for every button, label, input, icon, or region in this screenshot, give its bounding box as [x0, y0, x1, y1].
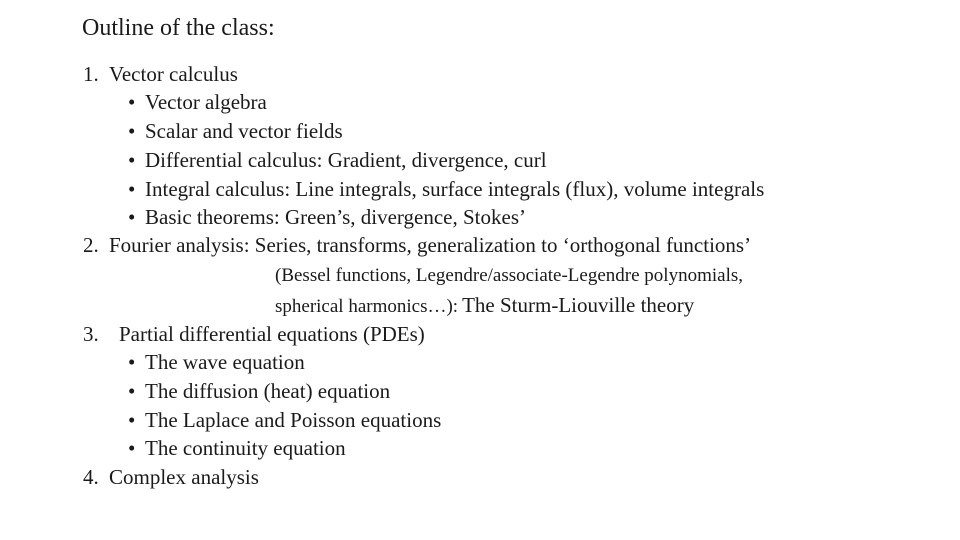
- list-item: The Laplace and Poisson equations: [145, 408, 442, 432]
- list-item: Integral calculus: Line integrals, surface integrals (flux), volume integrals: [145, 177, 765, 201]
- page-title: Outline of the class:: [82, 15, 275, 41]
- list-item: Differential calculus: Gradient, divergence, curl: [145, 148, 547, 172]
- item-heading: Fourier analysis: Series, transforms, generalization to ‘orthogonal functions’: [109, 233, 752, 257]
- bullet-icon: •: [128, 148, 136, 172]
- list-item: Scalar and vector fields: [145, 119, 343, 143]
- item-heading: Vector calculus: [109, 62, 238, 86]
- item-heading: Complex analysis: [109, 465, 259, 489]
- list-item: Vector algebra: [145, 90, 267, 114]
- continuation-text: The Sturm-Liouville theory: [462, 293, 695, 317]
- bullet-icon: •: [128, 379, 136, 403]
- bullet-icon: •: [128, 408, 136, 432]
- item-number: 3.: [83, 322, 99, 346]
- item-number: 1.: [83, 62, 99, 86]
- list-item: Basic theorems: Green’s, divergence, Stokes’: [145, 205, 527, 229]
- bullet-icon: •: [128, 350, 136, 374]
- bullet-icon: •: [128, 119, 136, 143]
- list-item: The diffusion (heat) equation: [145, 379, 391, 403]
- continuation-text: spherical harmonics…):: [275, 296, 459, 317]
- item-heading: Partial differential equations (PDEs): [119, 322, 425, 346]
- continuation-line: (Bessel functions, Legendre/associate-Legendre polynomials,: [275, 265, 743, 286]
- list-item: The wave equation: [145, 350, 305, 374]
- bullet-icon: •: [128, 436, 136, 460]
- item-number: 2.: [83, 233, 99, 257]
- list-item: The continuity equation: [145, 436, 346, 460]
- bullet-icon: •: [128, 90, 136, 114]
- bullet-icon: •: [128, 205, 136, 229]
- item-number: 4.: [83, 465, 99, 489]
- continuation-line: [275, 295, 694, 316]
- bullet-icon: •: [128, 177, 136, 201]
